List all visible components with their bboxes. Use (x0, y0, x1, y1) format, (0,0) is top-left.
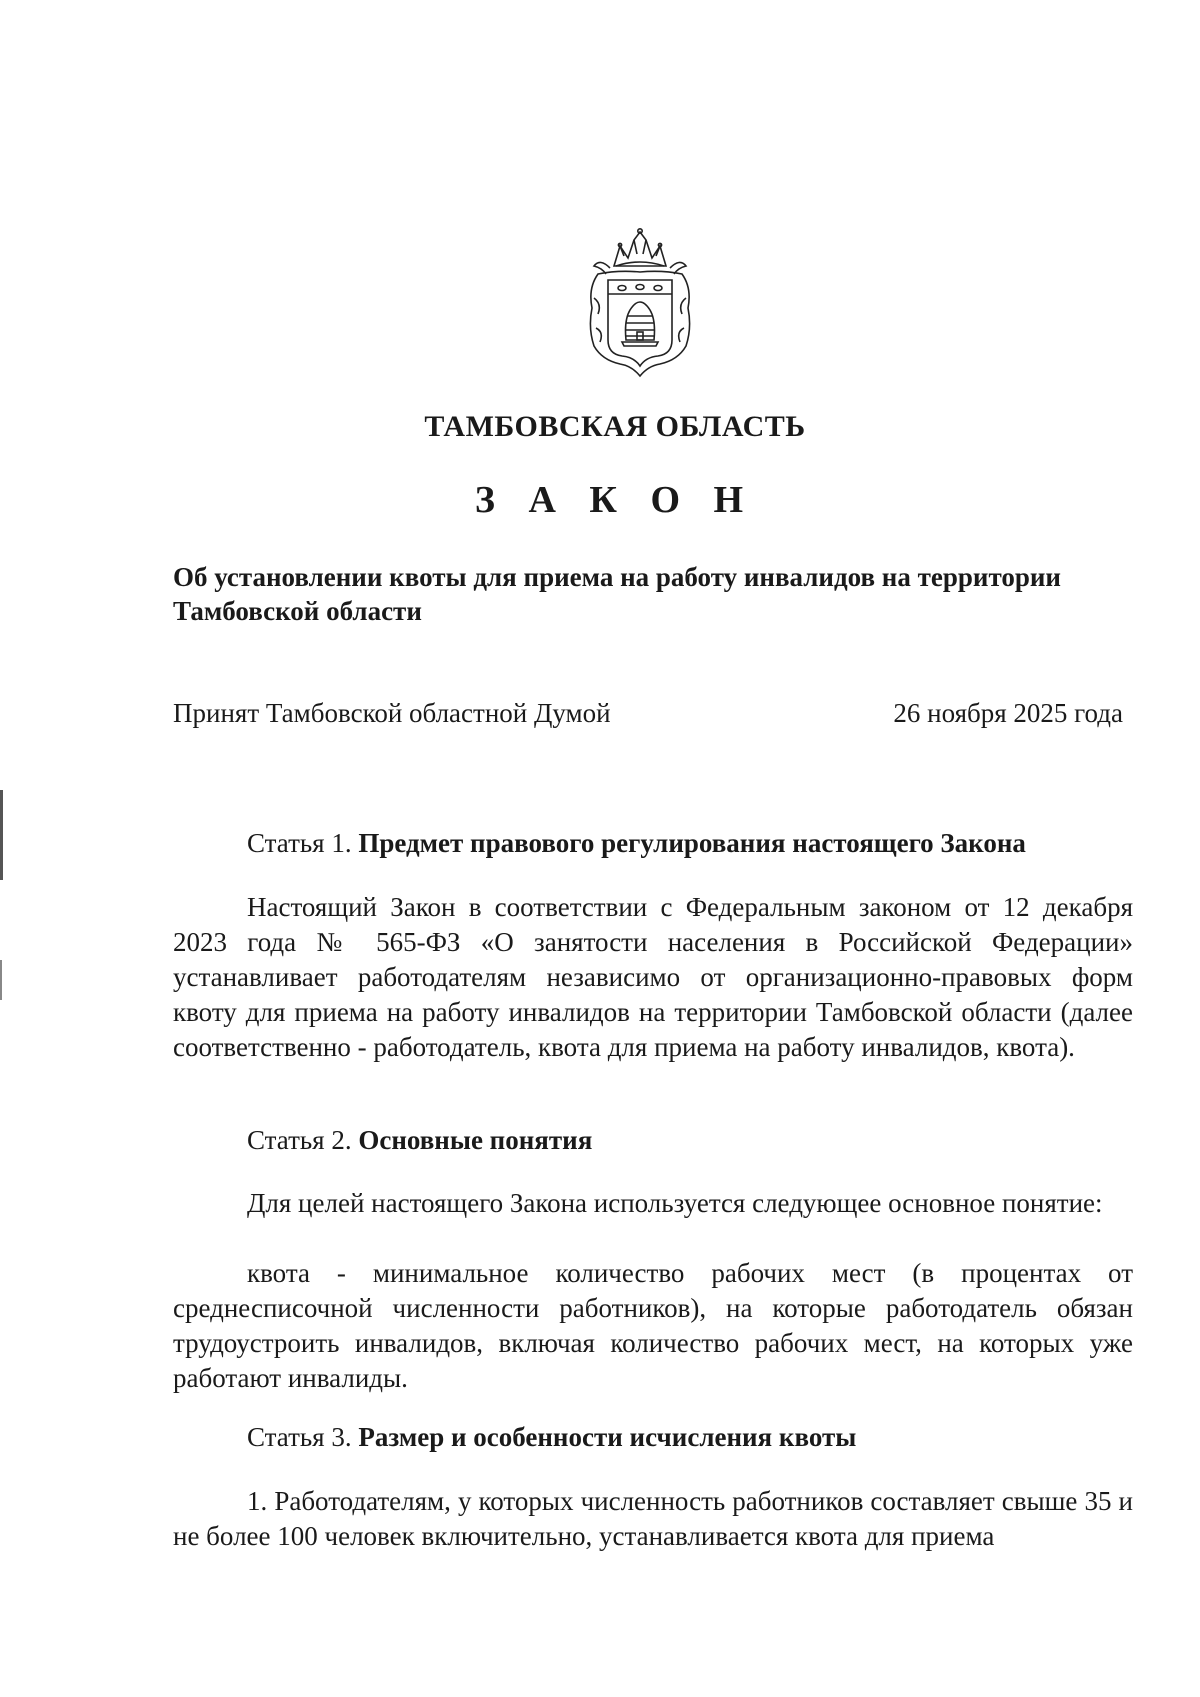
article-paragraph: 1. Работодателям, у которых численность работников составляет свыше 35 и не более 100 человек включительно, устанавливается квота для приема (173, 1486, 1133, 1551)
article-title: Предмет правового регулирования настоящего Закона (358, 828, 1026, 858)
law-title: Об установлении квоты для приема на работу инвалидов на территории Тамбовской области (173, 562, 1061, 626)
region-heading: ТАМБОВСКАЯ ОБЛАСТЬ (424, 410, 806, 443)
article-paragraph: Для целей настоящего Закона используется следующее основное понятие: (247, 1188, 1103, 1218)
adoption-date: 26 ноября 2025 года (893, 698, 1123, 728)
article-title: Основные понятия (358, 1125, 593, 1155)
article-heading (247, 1422, 856, 1453)
document-type-heading: З А К О Н (474, 479, 756, 521)
scan-edge-mark (0, 960, 2, 1000)
article-number: Статья 3. (247, 1422, 352, 1452)
article-paragraph: квота - минимальное количество рабочих мест (в процентах от среднесписочной численности работников), на которые работодатель обязан трудоустроить инвалидов, включая количество рабочих мест, на которых уже работают инвалиды. (173, 1258, 1133, 1393)
article-title: Размер и особенности исчисления квоты (358, 1422, 857, 1452)
article-heading (247, 1125, 592, 1156)
adoption-line (173, 698, 1123, 729)
adopting-body: Принят Тамбовской областной Думой (173, 698, 611, 728)
article-number: Статья 1. (247, 828, 352, 858)
article-paragraph: Настоящий Закон в соответствии с Федеральным законом от 12 декабря 2023 года № 565-ФЗ «О занятости населения в Российской Федерации» устанавливает работодателям независимо от организационно-правовых форм квоту для приема на работу инвалидов на территории Тамбовской области (далее соответственно - работодатель, квота для приема на работу инвалидов, квота). (173, 892, 1133, 1062)
article-number: Статья 2. (247, 1125, 352, 1155)
scan-edge-mark (0, 790, 3, 880)
article-heading (247, 828, 1026, 859)
coat-of-arms-emblem (580, 228, 700, 378)
